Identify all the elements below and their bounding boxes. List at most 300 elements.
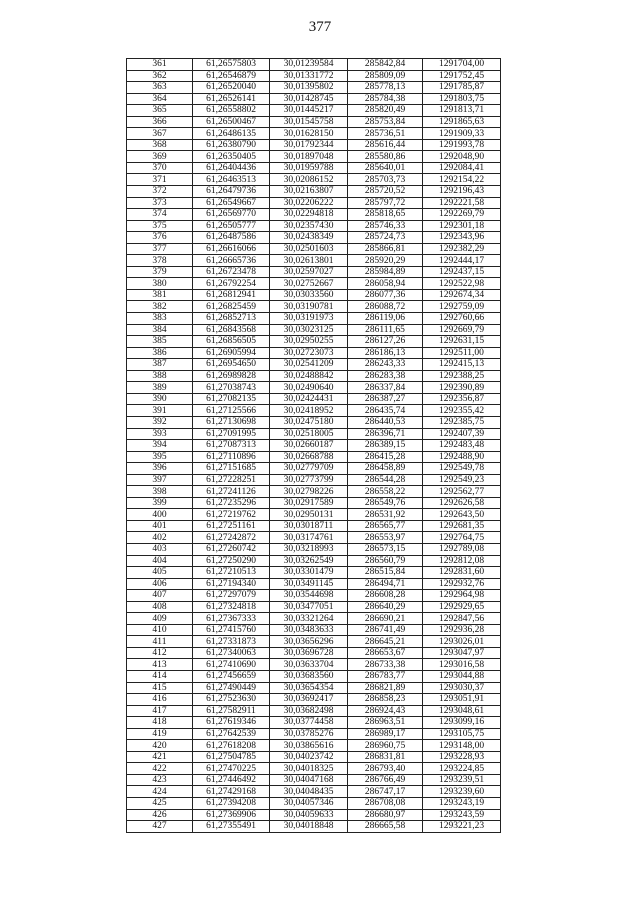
longitude-cell: 30,01545758: [270, 116, 348, 128]
latitude-cell: 61,27619346: [193, 717, 270, 729]
point-number-cell: 393: [127, 428, 193, 440]
table-row: [127, 278, 501, 290]
longitude-cell: 30,02518005: [270, 428, 348, 440]
point-number-cell: 394: [127, 440, 193, 452]
longitude-cell: 30,03301479: [270, 567, 348, 579]
y-coordinate-cell: 1292847,56: [423, 613, 501, 625]
point-number-cell: 398: [127, 486, 193, 498]
latitude-cell: 61,26558802: [193, 105, 270, 117]
x-coordinate-cell: 285640,01: [348, 162, 423, 174]
x-coordinate-cell: 286435,74: [348, 405, 423, 417]
latitude-cell: 61,26954650: [193, 359, 270, 371]
latitude-cell: 61,27429168: [193, 786, 270, 798]
latitude-cell: 61,27038743: [193, 382, 270, 394]
table-row: [127, 266, 501, 278]
latitude-cell: 61,26380790: [193, 139, 270, 151]
table-row: [127, 93, 501, 105]
longitude-cell: 30,04059633: [270, 809, 348, 821]
x-coordinate-cell: 286531,92: [348, 509, 423, 521]
x-coordinate-cell: 286283,38: [348, 370, 423, 382]
x-coordinate-cell: 285616,44: [348, 139, 423, 151]
x-coordinate-cell: 286558,22: [348, 486, 423, 498]
longitude-cell: 30,01959788: [270, 162, 348, 174]
y-coordinate-cell: 1292355,42: [423, 405, 501, 417]
table-row: [127, 532, 501, 544]
latitude-cell: 61,26486135: [193, 128, 270, 140]
latitude-cell: 61,27355491: [193, 821, 270, 833]
x-coordinate-cell: 286608,28: [348, 590, 423, 602]
table-row: [127, 821, 501, 833]
x-coordinate-cell: 286565,77: [348, 520, 423, 532]
longitude-cell: 30,01628150: [270, 128, 348, 140]
point-number-cell: 385: [127, 336, 193, 348]
longitude-cell: 30,02779709: [270, 463, 348, 475]
y-coordinate-cell: 1291909,33: [423, 128, 501, 140]
table-row: [127, 520, 501, 532]
table-row: [127, 313, 501, 325]
point-number-cell: 407: [127, 590, 193, 602]
longitude-cell: 30,04018325: [270, 763, 348, 775]
table-row: [127, 751, 501, 763]
x-coordinate-cell: 286494,71: [348, 578, 423, 590]
point-number-cell: 410: [127, 624, 193, 636]
point-number-cell: 403: [127, 543, 193, 555]
table-row: [127, 324, 501, 336]
x-coordinate-cell: 286544,28: [348, 474, 423, 486]
table-row: [127, 728, 501, 740]
longitude-cell: 30,02294818: [270, 209, 348, 221]
longitude-cell: 30,02723073: [270, 347, 348, 359]
point-number-cell: 386: [127, 347, 193, 359]
point-number-cell: 406: [127, 578, 193, 590]
latitude-cell: 61,27130698: [193, 416, 270, 428]
y-coordinate-cell: 1291752,45: [423, 70, 501, 82]
point-number-cell: 413: [127, 659, 193, 671]
point-number-cell: 383: [127, 313, 193, 325]
y-coordinate-cell: 1291993,78: [423, 139, 501, 151]
point-number-cell: 367: [127, 128, 193, 140]
longitude-cell: 30,04018848: [270, 821, 348, 833]
y-coordinate-cell: 1292549,78: [423, 463, 501, 475]
y-coordinate-cell: 1292759,09: [423, 301, 501, 313]
longitude-cell: 30,02438349: [270, 232, 348, 244]
longitude-cell: 30,03190781: [270, 301, 348, 313]
point-number-cell: 402: [127, 532, 193, 544]
x-coordinate-cell: 286077,36: [348, 289, 423, 301]
x-coordinate-cell: 285753,84: [348, 116, 423, 128]
x-coordinate-cell: 286458,89: [348, 463, 423, 475]
y-coordinate-cell: 1292932,76: [423, 578, 501, 590]
point-number-cell: 423: [127, 774, 193, 786]
x-coordinate-cell: 285784,38: [348, 93, 423, 105]
y-coordinate-cell: 1292760,66: [423, 313, 501, 325]
y-coordinate-cell: 1292444,17: [423, 255, 501, 267]
table-row: [127, 428, 501, 440]
x-coordinate-cell: 286924,43: [348, 705, 423, 717]
point-number-cell: 405: [127, 567, 193, 579]
longitude-cell: 30,03774458: [270, 717, 348, 729]
longitude-cell: 30,02086152: [270, 174, 348, 186]
y-coordinate-cell: 1292407,39: [423, 428, 501, 440]
latitude-cell: 61,26575803: [193, 59, 270, 71]
x-coordinate-cell: 286111,65: [348, 324, 423, 336]
table-row: [127, 717, 501, 729]
latitude-cell: 61,27394208: [193, 798, 270, 810]
longitude-cell: 30,01395802: [270, 82, 348, 94]
x-coordinate-cell: 285818,65: [348, 209, 423, 221]
longitude-cell: 30,03491145: [270, 578, 348, 590]
table-row: [127, 613, 501, 625]
longitude-cell: 30,01239584: [270, 59, 348, 71]
x-coordinate-cell: 286127,26: [348, 336, 423, 348]
point-number-cell: 399: [127, 497, 193, 509]
table-row: [127, 578, 501, 590]
point-number-cell: 390: [127, 393, 193, 405]
longitude-cell: 30,03683560: [270, 670, 348, 682]
table-row: [127, 798, 501, 810]
longitude-cell: 30,03018711: [270, 520, 348, 532]
y-coordinate-cell: 1291785,87: [423, 82, 501, 94]
y-coordinate-cell: 1293239,51: [423, 774, 501, 786]
table-row: [127, 555, 501, 567]
latitude-cell: 61,26665736: [193, 255, 270, 267]
x-coordinate-cell: 286337,84: [348, 382, 423, 394]
point-number-cell: 397: [127, 474, 193, 486]
table-row: [127, 70, 501, 82]
longitude-cell: 30,03544698: [270, 590, 348, 602]
table-row: [127, 774, 501, 786]
table-row: [127, 186, 501, 198]
y-coordinate-cell: 1292643,50: [423, 509, 501, 521]
x-coordinate-cell: 286653,67: [348, 647, 423, 659]
y-coordinate-cell: 1291865,63: [423, 116, 501, 128]
point-number-cell: 387: [127, 359, 193, 371]
table-row: [127, 682, 501, 694]
table-row: [127, 128, 501, 140]
longitude-cell: 30,03633704: [270, 659, 348, 671]
table-row: [127, 624, 501, 636]
latitude-cell: 61,27125566: [193, 405, 270, 417]
table-row: [127, 405, 501, 417]
table-row: [127, 105, 501, 117]
latitude-cell: 61,27340063: [193, 647, 270, 659]
x-coordinate-cell: 286560,79: [348, 555, 423, 567]
x-coordinate-cell: 285580,86: [348, 151, 423, 163]
x-coordinate-cell: 285920,29: [348, 255, 423, 267]
latitude-cell: 61,27490449: [193, 682, 270, 694]
table-row: [127, 370, 501, 382]
longitude-cell: 30,01331772: [270, 70, 348, 82]
latitude-cell: 61,27618208: [193, 740, 270, 752]
longitude-cell: 30,03321264: [270, 613, 348, 625]
point-number-cell: 421: [127, 751, 193, 763]
point-number-cell: 368: [127, 139, 193, 151]
coordinates-table-body: [127, 59, 501, 833]
y-coordinate-cell: 1293148,00: [423, 740, 501, 752]
longitude-cell: 30,04048435: [270, 786, 348, 798]
longitude-cell: 30,02475180: [270, 416, 348, 428]
latitude-cell: 61,26616066: [193, 243, 270, 255]
y-coordinate-cell: 1293044,88: [423, 670, 501, 682]
longitude-cell: 30,01792344: [270, 139, 348, 151]
y-coordinate-cell: 1292511,00: [423, 347, 501, 359]
x-coordinate-cell: 285778,13: [348, 82, 423, 94]
x-coordinate-cell: 285842,84: [348, 59, 423, 71]
latitude-cell: 61,26350405: [193, 151, 270, 163]
latitude-cell: 61,26520040: [193, 82, 270, 94]
longitude-cell: 30,01897048: [270, 151, 348, 163]
point-number-cell: 415: [127, 682, 193, 694]
longitude-cell: 30,02752667: [270, 278, 348, 290]
latitude-cell: 61,27110896: [193, 451, 270, 463]
longitude-cell: 30,03218993: [270, 543, 348, 555]
point-number-cell: 361: [127, 59, 193, 71]
x-coordinate-cell: 286766,49: [348, 774, 423, 786]
longitude-cell: 30,04023742: [270, 751, 348, 763]
y-coordinate-cell: 1292812,08: [423, 555, 501, 567]
y-coordinate-cell: 1293224,85: [423, 763, 501, 775]
x-coordinate-cell: 286549,76: [348, 497, 423, 509]
longitude-cell: 30,03692417: [270, 694, 348, 706]
y-coordinate-cell: 1292562,77: [423, 486, 501, 498]
longitude-cell: 30,02950255: [270, 336, 348, 348]
x-coordinate-cell: 286831,81: [348, 751, 423, 763]
y-coordinate-cell: 1292343,96: [423, 232, 501, 244]
table-row: [127, 786, 501, 798]
point-number-cell: 409: [127, 613, 193, 625]
point-number-cell: 381: [127, 289, 193, 301]
y-coordinate-cell: 1292301,18: [423, 220, 501, 232]
longitude-cell: 30,02541209: [270, 359, 348, 371]
y-coordinate-cell: 1292789,08: [423, 543, 501, 555]
longitude-cell: 30,03262549: [270, 555, 348, 567]
longitude-cell: 30,02418952: [270, 405, 348, 417]
table-row: [127, 497, 501, 509]
latitude-cell: 61,26505777: [193, 220, 270, 232]
x-coordinate-cell: 286960,75: [348, 740, 423, 752]
latitude-cell: 61,26812941: [193, 289, 270, 301]
longitude-cell: 30,03033560: [270, 289, 348, 301]
point-number-cell: 427: [127, 821, 193, 833]
latitude-cell: 61,26479736: [193, 186, 270, 198]
x-coordinate-cell: 285984,89: [348, 266, 423, 278]
table-row: [127, 451, 501, 463]
latitude-cell: 61,27324818: [193, 601, 270, 613]
point-number-cell: 388: [127, 370, 193, 382]
table-row: [127, 694, 501, 706]
y-coordinate-cell: 1291803,75: [423, 93, 501, 105]
y-coordinate-cell: 1291704,00: [423, 59, 501, 71]
y-coordinate-cell: 1293105,75: [423, 728, 501, 740]
latitude-cell: 61,26723478: [193, 266, 270, 278]
table-row: [127, 705, 501, 717]
table-row: [127, 590, 501, 602]
point-number-cell: 380: [127, 278, 193, 290]
latitude-cell: 61,27367333: [193, 613, 270, 625]
latitude-cell: 61,27456659: [193, 670, 270, 682]
latitude-cell: 61,27415760: [193, 624, 270, 636]
y-coordinate-cell: 1292415,13: [423, 359, 501, 371]
y-coordinate-cell: 1293047,97: [423, 647, 501, 659]
latitude-cell: 61,27642539: [193, 728, 270, 740]
x-coordinate-cell: 285736,51: [348, 128, 423, 140]
latitude-cell: 61,26549667: [193, 197, 270, 209]
point-number-cell: 377: [127, 243, 193, 255]
table-row: [127, 740, 501, 752]
x-coordinate-cell: 285746,33: [348, 220, 423, 232]
x-coordinate-cell: 286088,72: [348, 301, 423, 313]
x-coordinate-cell: 286640,29: [348, 601, 423, 613]
x-coordinate-cell: 286243,33: [348, 359, 423, 371]
latitude-cell: 61,27251161: [193, 520, 270, 532]
point-number-cell: 369: [127, 151, 193, 163]
point-number-cell: 420: [127, 740, 193, 752]
latitude-cell: 61,27297079: [193, 590, 270, 602]
point-number-cell: 374: [127, 209, 193, 221]
point-number-cell: 362: [127, 70, 193, 82]
longitude-cell: 30,02798226: [270, 486, 348, 498]
x-coordinate-cell: 286396,71: [348, 428, 423, 440]
y-coordinate-cell: 1293048,61: [423, 705, 501, 717]
x-coordinate-cell: 285820,49: [348, 105, 423, 117]
table-row: [127, 382, 501, 394]
y-coordinate-cell: 1293239,60: [423, 786, 501, 798]
y-coordinate-cell: 1292154,22: [423, 174, 501, 186]
point-number-cell: 424: [127, 786, 193, 798]
x-coordinate-cell: 285866,81: [348, 243, 423, 255]
latitude-cell: 61,27369906: [193, 809, 270, 821]
x-coordinate-cell: 286741,49: [348, 624, 423, 636]
y-coordinate-cell: 1293099,16: [423, 717, 501, 729]
table-row: [127, 463, 501, 475]
table-row: [127, 474, 501, 486]
longitude-cell: 30,03656296: [270, 636, 348, 648]
table-row: [127, 659, 501, 671]
x-coordinate-cell: 286573,15: [348, 543, 423, 555]
y-coordinate-cell: 1292356,87: [423, 393, 501, 405]
latitude-cell: 61,26463513: [193, 174, 270, 186]
latitude-cell: 61,27446492: [193, 774, 270, 786]
y-coordinate-cell: 1292674,34: [423, 289, 501, 301]
point-number-cell: 418: [127, 717, 193, 729]
table-row: [127, 647, 501, 659]
point-number-cell: 366: [127, 116, 193, 128]
latitude-cell: 61,26546879: [193, 70, 270, 82]
table-row: [127, 543, 501, 555]
y-coordinate-cell: 1292669,79: [423, 324, 501, 336]
latitude-cell: 61,27523630: [193, 694, 270, 706]
x-coordinate-cell: 286119,06: [348, 313, 423, 325]
x-coordinate-cell: 286553,97: [348, 532, 423, 544]
y-coordinate-cell: 1293016,58: [423, 659, 501, 671]
y-coordinate-cell: 1292764,75: [423, 532, 501, 544]
point-number-cell: 417: [127, 705, 193, 717]
longitude-cell: 30,04057346: [270, 798, 348, 810]
x-coordinate-cell: 286963,51: [348, 717, 423, 729]
table-row: [127, 209, 501, 221]
point-number-cell: 384: [127, 324, 193, 336]
x-coordinate-cell: 286665,58: [348, 821, 423, 833]
y-coordinate-cell: 1292936,28: [423, 624, 501, 636]
longitude-cell: 30,03477051: [270, 601, 348, 613]
x-coordinate-cell: 285797,72: [348, 197, 423, 209]
latitude-cell: 61,27219762: [193, 509, 270, 521]
y-coordinate-cell: 1293243,19: [423, 798, 501, 810]
latitude-cell: 61,27087313: [193, 440, 270, 452]
longitude-cell: 30,03865616: [270, 740, 348, 752]
latitude-cell: 61,27260742: [193, 543, 270, 555]
x-coordinate-cell: 286747,17: [348, 786, 423, 798]
latitude-cell: 61,26825459: [193, 301, 270, 313]
latitude-cell: 61,27582911: [193, 705, 270, 717]
longitude-cell: 30,03483633: [270, 624, 348, 636]
x-coordinate-cell: 286708,08: [348, 798, 423, 810]
coordinates-table: [126, 58, 501, 833]
point-number-cell: 416: [127, 694, 193, 706]
latitude-cell: 61,27504785: [193, 751, 270, 763]
y-coordinate-cell: 1292382,29: [423, 243, 501, 255]
longitude-cell: 30,02660187: [270, 440, 348, 452]
y-coordinate-cell: 1292483,48: [423, 440, 501, 452]
table-row: [127, 509, 501, 521]
point-number-cell: 408: [127, 601, 193, 613]
x-coordinate-cell: 286858,23: [348, 694, 423, 706]
longitude-cell: 30,03696728: [270, 647, 348, 659]
point-number-cell: 422: [127, 763, 193, 775]
point-number-cell: 426: [127, 809, 193, 821]
table-row: [127, 255, 501, 267]
point-number-cell: 382: [127, 301, 193, 313]
longitude-cell: 30,03191973: [270, 313, 348, 325]
x-coordinate-cell: 286680,97: [348, 809, 423, 821]
latitude-cell: 61,27228251: [193, 474, 270, 486]
point-number-cell: 378: [127, 255, 193, 267]
point-number-cell: 370: [127, 162, 193, 174]
latitude-cell: 61,26404436: [193, 162, 270, 174]
longitude-cell: 30,01428745: [270, 93, 348, 105]
longitude-cell: 30,02163807: [270, 186, 348, 198]
longitude-cell: 30,03174761: [270, 532, 348, 544]
latitude-cell: 61,27210513: [193, 567, 270, 579]
table-row: [127, 197, 501, 209]
point-number-cell: 411: [127, 636, 193, 648]
y-coordinate-cell: 1293026,01: [423, 636, 501, 648]
x-coordinate-cell: 286690,21: [348, 613, 423, 625]
latitude-cell: 61,27082135: [193, 393, 270, 405]
x-coordinate-cell: 286733,38: [348, 659, 423, 671]
longitude-cell: 30,02424431: [270, 393, 348, 405]
y-coordinate-cell: 1292929,65: [423, 601, 501, 613]
y-coordinate-cell: 1292221,58: [423, 197, 501, 209]
point-number-cell: 400: [127, 509, 193, 521]
x-coordinate-cell: 286058,94: [348, 278, 423, 290]
longitude-cell: 30,03682498: [270, 705, 348, 717]
latitude-cell: 61,26852713: [193, 313, 270, 325]
longitude-cell: 30,02490640: [270, 382, 348, 394]
point-number-cell: 396: [127, 463, 193, 475]
x-coordinate-cell: 285720,52: [348, 186, 423, 198]
longitude-cell: 30,01445217: [270, 105, 348, 117]
point-number-cell: 419: [127, 728, 193, 740]
point-number-cell: 379: [127, 266, 193, 278]
point-number-cell: 365: [127, 105, 193, 117]
latitude-cell: 61,26792254: [193, 278, 270, 290]
point-number-cell: 371: [127, 174, 193, 186]
table-row: [127, 220, 501, 232]
y-coordinate-cell: 1292269,79: [423, 209, 501, 221]
y-coordinate-cell: 1293051,91: [423, 694, 501, 706]
x-coordinate-cell: 286821,89: [348, 682, 423, 694]
